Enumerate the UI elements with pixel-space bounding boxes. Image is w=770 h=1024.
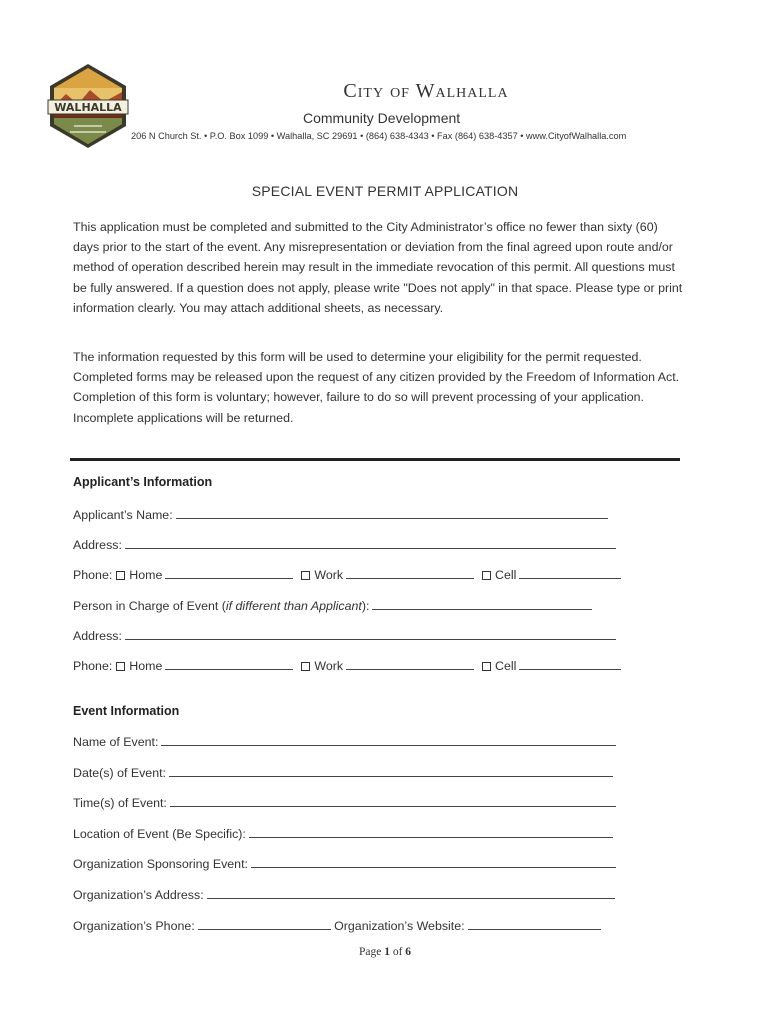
address-label: Address: <box>73 538 122 552</box>
home2-label: Home <box>129 659 163 673</box>
event-name-field[interactable] <box>161 733 616 746</box>
page-total: 6 <box>405 946 412 958</box>
logo-text: WALHALLA <box>54 101 122 114</box>
work-label: Work <box>314 568 344 582</box>
event-name-label: Name of Event: <box>73 735 159 749</box>
event-dates-row <box>73 764 613 780</box>
section-divider <box>70 458 680 461</box>
applicant-name-row <box>73 506 608 522</box>
event-times-label: Time(s) of Event: <box>73 796 167 810</box>
event-times-row <box>73 794 616 810</box>
org-address-label: Organization’s Address: <box>73 888 204 902</box>
event-dates-label: Date(s) of Event: <box>73 766 166 780</box>
phone2-row <box>73 657 621 673</box>
phone2-label: Phone: <box>73 659 113 673</box>
event-location-row <box>73 825 613 841</box>
applicant-heading: Applicant’s Information <box>73 475 213 489</box>
form-title: SPECIAL EVENT PERMIT APPLICATION <box>251 183 519 199</box>
applicant-name-label: Applicant’s Name: <box>73 508 173 522</box>
home-checkbox[interactable] <box>116 571 125 580</box>
org-website-field[interactable] <box>468 917 601 930</box>
person-in-charge-field[interactable] <box>372 597 592 610</box>
work2-label: Work <box>314 659 344 673</box>
work2-phone-field[interactable] <box>346 657 474 670</box>
sponsor-label: Organization Sponsoring Event: <box>73 857 248 871</box>
event-heading: Event Information <box>73 704 180 718</box>
cell-phone-field[interactable] <box>519 566 621 579</box>
phone-row <box>73 566 621 582</box>
privacy-paragraph: The information requested by this form will be used to determine your eligibility for the permit requested. Completed forms may be released upon the request of any citizen provided by the Freedom of Information Act. Completion of this form is voluntary; however, failure to do so will prevent processing of your application. Incomplete applications will be returned. <box>73 350 680 425</box>
cell2-phone-field[interactable] <box>519 657 621 670</box>
work-checkbox[interactable] <box>301 571 310 580</box>
event-location-field[interactable] <box>249 825 613 838</box>
page-number <box>0 946 770 958</box>
page-current: 1 <box>384 946 390 958</box>
cell2-checkbox[interactable] <box>482 662 491 671</box>
contact-line: 206 N Church St. • P.O. Box 1099 • Walhalla, SC 29691 • (864) 638-4343 • Fax (864) 638-4357 • www.CityofWalhalla.com <box>131 131 627 141</box>
event-name-row <box>73 733 616 749</box>
event-times-field[interactable] <box>170 794 616 807</box>
org-website-label: Organization’s Website: <box>334 919 465 933</box>
phone-label: Phone: <box>73 568 113 582</box>
home-label: Home <box>129 568 163 582</box>
sponsor-row <box>73 855 616 871</box>
work-phone-field[interactable] <box>346 566 474 579</box>
address2-row <box>73 627 616 643</box>
home2-checkbox[interactable] <box>116 662 125 671</box>
event-dates-field[interactable] <box>169 764 613 777</box>
department-name: Community Development <box>303 110 461 126</box>
city-title: City of Walhalla <box>343 80 509 102</box>
address-field[interactable] <box>125 536 616 549</box>
address-row <box>73 536 616 552</box>
person-label: Person in Charge of Event ( <box>73 599 226 613</box>
city-logo <box>44 62 132 150</box>
address2-label: Address: <box>73 629 122 643</box>
home2-phone-field[interactable] <box>165 657 293 670</box>
page-word: Page <box>358 946 382 958</box>
person-label-end: ): <box>361 599 370 613</box>
org-address-row <box>73 886 615 902</box>
cell-checkbox[interactable] <box>482 571 491 580</box>
org-phone-label: Organization’s Phone: <box>73 919 195 933</box>
work2-checkbox[interactable] <box>301 662 310 671</box>
address2-field[interactable] <box>125 627 616 640</box>
applicant-name-field[interactable] <box>176 506 608 519</box>
cell2-label: Cell <box>495 659 517 673</box>
cell-label: Cell <box>495 568 517 582</box>
org-phone-row <box>73 917 601 933</box>
person-label-note: if different than Applicant <box>225 599 362 613</box>
instructions-paragraph: This application must be completed and submitted to the City Administrator’s office no fewer than sixty (60) days prior to the start of the event. Any misrepresentation or deviation from the final agreed upon route and/or method of operation described herein may result in the immediate revocation of this permit. All questions must be fully answered. If a question does not apply, please write "Does not apply" in that space. Please type or print information clearly. You may attach additional sheets, as necessary. <box>73 220 683 315</box>
of-word: of <box>392 946 403 958</box>
org-address-field[interactable] <box>207 886 615 899</box>
person-in-charge-row <box>73 597 592 613</box>
sponsor-field[interactable] <box>251 855 616 868</box>
org-phone-field[interactable] <box>198 917 331 930</box>
home-phone-field[interactable] <box>165 566 293 579</box>
event-location-label: Location of Event (Be Specific): <box>73 827 246 841</box>
